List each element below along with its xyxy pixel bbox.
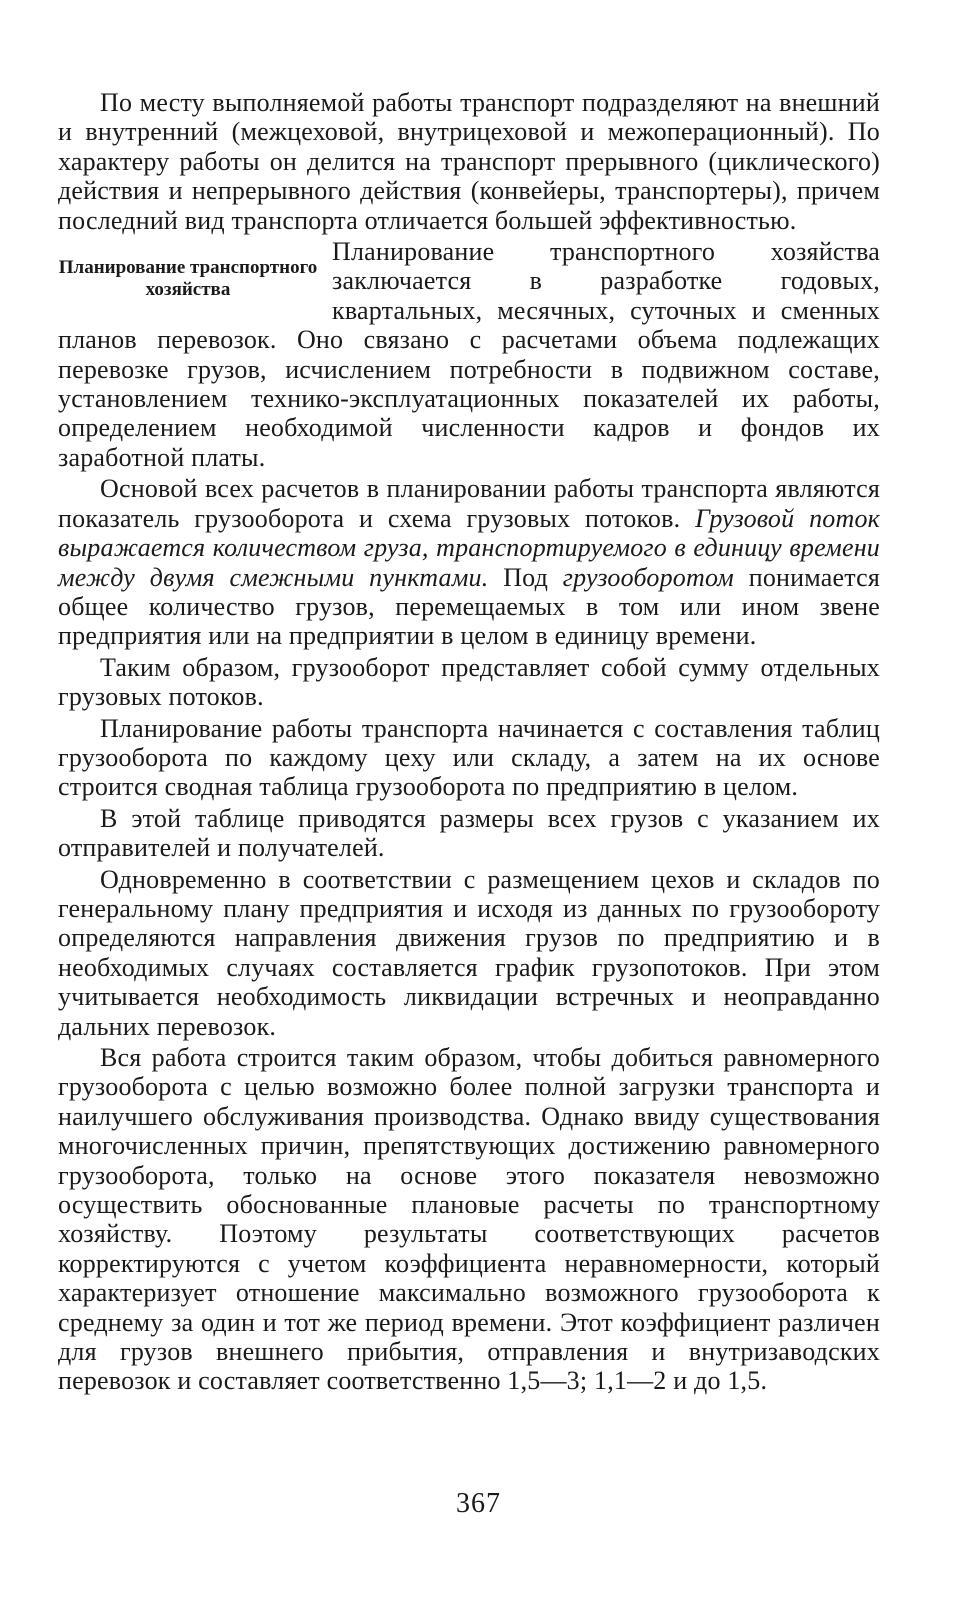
section-planning xyxy=(58,237,880,472)
paragraph-flow-directions: Одновременно в соответствии с размещением цехов и складов по генеральному плану предприятия и исходя из данных по грузообороту определяются направления движения грузов по предприятию и в необходимых случаях составляется график грузопотоков. При этом учитывается необходимость ликвидации встречных и неоправданно дальних перевозок. xyxy=(58,864,880,1041)
cargo-turnover-term: грузооборотом xyxy=(562,562,734,592)
cargo-turnover-definition: понимается общее количество грузов, перемещаемых в том или ином звене предприятия или на предприятии в целом в единицу времени. xyxy=(58,562,880,651)
paragraph-turnover-sum: Таким образом, грузооборот представляет собой сумму отдельных грузовых потоков. xyxy=(58,652,880,712)
cargo-turnover-prefix: Под xyxy=(503,562,549,592)
paragraph-table-contents: В этой таблице приводятся размеры всех грузов с указанием их отправителей и получателей. xyxy=(58,803,880,863)
paragraph-planning-start: Планирование работы транспорта начинается с составления таблиц грузооборота по каждому цеху или складу, а затем на их основе строится сводная таблица грузооборота по предприятию в целом. xyxy=(58,713,880,802)
page-number: 367 xyxy=(456,1488,501,1519)
margin-heading: Планирование транспортного хозяйства xyxy=(58,257,318,301)
page-body xyxy=(58,88,880,1398)
paragraph-uniformity: Вся работа строится таким образом, чтобы добиться равномерного грузооборота с целью возможно более полной загрузки транспорта и наилучшего обслуживания производства. Однако ввиду существования многочисленных причин, препятствующих достижению равномерного грузооборота, только на основе этого показателя невозможно осуществить обоснованные плановые расчеты по транспортному хозяйству. Поэтому результаты соответствующих расчетов корректируются с учетом коэффициента неравномерности, который характеризует отношение максимально возможного грузооборота к среднему за один и тот же период времени. Этот коэффициент различен для грузов внешнего прибытия, отправления и внутризаводских перевозок и составляет соответственно 1,5—3; 1,1—2 и до 1,5. xyxy=(58,1043,880,1396)
cargo-flow-definition: Грузовой поток выражается количеством груза, транспортируемого в единицу времени между двумя смежными пунктами. xyxy=(58,503,881,592)
cargo-flow-sentence: Основой всех расчетов в планировании работы транспорта являются показатель грузооборота и схема грузовых потоков. xyxy=(58,474,880,533)
paragraph-transport-types: По месту выполняемой работы транспорт подразделяют на внешний и внутренний (межцеховой, внутрицеховой и межоперационный). По характеру работы он делится на транспорт прерывного (циклического) действия и непрерывного действия (конвейеры, транспортеры), причем последний вид транспорта отличается большей эффективностью. xyxy=(58,88,880,235)
paragraph-cargo-flow xyxy=(58,474,880,650)
paragraph-planning: Планирование транспортного хозяйства заключается в разработке годовых, квартальных, месячных, суточных и сменных планов перевозок. Оно связано с расчетами объема подлежащих перевозке грузов, исчислением потребности в подвижном составе, установлением технико-эксплуатационных показателей их работы, определением необходимой численности кадров и фондов их заработной платы. xyxy=(58,237,880,472)
